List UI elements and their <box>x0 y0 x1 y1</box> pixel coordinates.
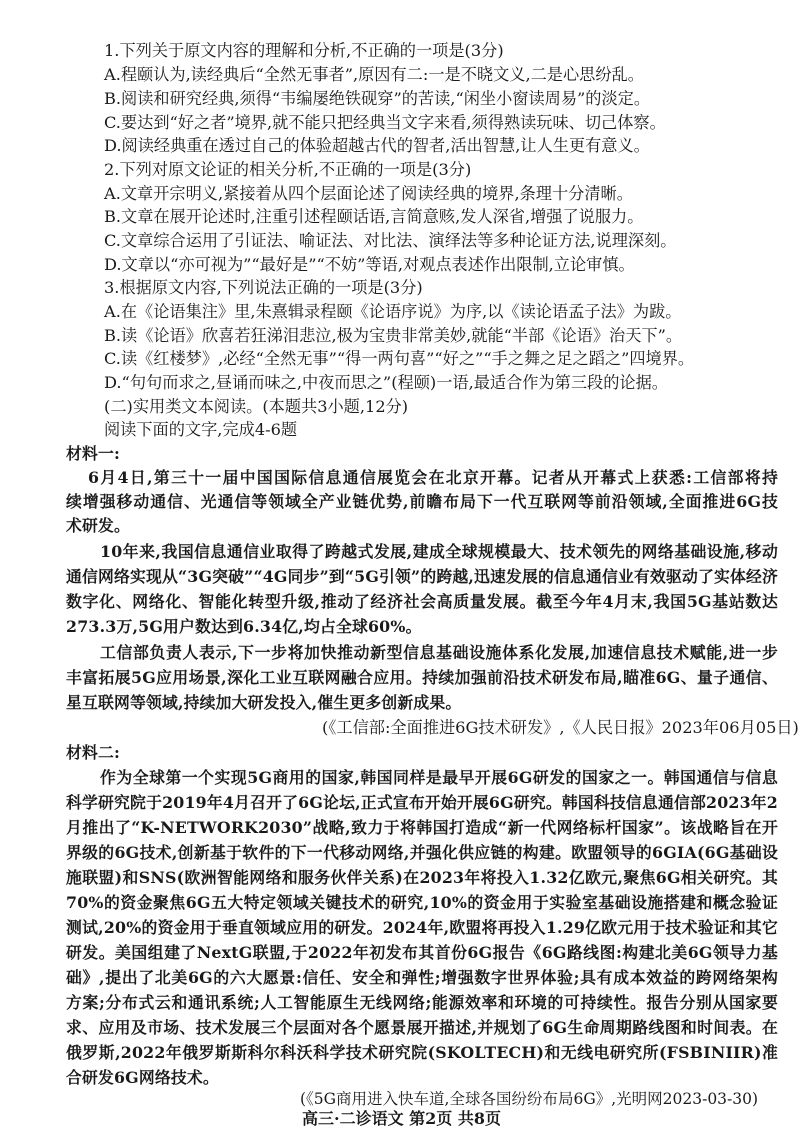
material-2-line: 求、应用及市场、技术发展三个层面对各个愿景展开描述,并规划了6G生命周期路线图和时间表。在 <box>66 1018 778 1037</box>
page-footer: 高三·二诊语文 第2页 共8页 <box>302 1109 501 1128</box>
q1-option-c: C.要达到“好之者”境界,就不能只把经典当文字来看,须得熟读玩味、切己体察。 <box>104 113 666 132</box>
q3-option-c: C.读《红楼梦》,必经“全然无事”“得一两句喜”“好之”“手之舞之足之蹈之”四境界。 <box>104 349 695 368</box>
q1-option-d: D.阅读经典重在透过自己的体验超越古代的智者,活出智慧,让人生更有意义。 <box>104 136 650 155</box>
q1-stem: 1.下列关于原文内容的理解和分析,不正确的一项是(3分) <box>104 41 504 60</box>
material-1-line: 10年来,我国信息通信业取得了跨越式发展,建成全球规模最大、技术领先的网络基础设施,移动 <box>100 542 778 561</box>
material-2-source: (《5G商用进入快车道,全球各国纷纷布局6G》,光明网2023-03-30) <box>300 1090 759 1108</box>
material-2-line: 研发。美国组建了NextG联盟,于2022年初发布其首份6G报告《6G路线图:构建北美6G领导力基 <box>66 943 778 962</box>
material-2-line: 方案;分布式云和通讯系统;人工智能原生无线网络;能源效率和环境的可持续性。报告分别从国家要 <box>66 993 778 1012</box>
q3-stem: 3.根据原文内容,下列说法正确的一项是(3分) <box>104 278 423 297</box>
q2-stem: 2.下列对原文论证的相关分析,不正确的一项是(3分) <box>104 160 472 179</box>
q2-option-d: D.文章以“亦可视为”“最好是”“不妨”等语,对观点表述作出限制,立论审慎。 <box>104 255 635 274</box>
material-1-line: 273.3万,5G用户数达到6.34亿,均占全球60%。 <box>66 617 422 636</box>
material-1-line: 6月4日,第三十一届中国国际信息通信展览会在北京开幕。记者从开幕式上获悉:工信部将持 <box>88 468 778 487</box>
material-1-line: 术研发。 <box>66 516 130 535</box>
material-2-line: 合研发6G网络技术。 <box>66 1068 219 1087</box>
q2-option-b: B.文章在展开论述时,注重引述程颐话语,言简意赅,发人深省,增强了说服力。 <box>104 207 644 226</box>
material-1-source: (《工信部:全面推进6G技术研发》,《人民日报》2023年06月05日) <box>322 718 799 737</box>
material-2-line: 70%的资金聚焦6G五大特定领域关键技术的研究,10%的资金用于实验室基础设施搭建和概念验证 <box>66 893 778 912</box>
section-title: (二)实用类文本阅读。(本题共3小题,12分) <box>104 397 409 416</box>
q3-option-d: D.“句句而求之,昼诵而味之,中夜而思之”(程颐)一语,最适合作为第三段的论据。 <box>104 373 668 392</box>
material-2-line: 月推出了“K-NETWORK2030”战略,致力于将韩国打造成“新一代网络标杆国家”。该战略旨在开 <box>66 818 778 837</box>
material-1-line: 星互联网等领域,持续加大研发投入,催生更多创新成果。 <box>66 693 462 712</box>
section-instruction: 阅读下面的文字,完成4-6题 <box>104 420 298 439</box>
material-1-label: 材料一: <box>66 444 121 463</box>
material-1-line: 数字化、网络化、智能化转型升级,推动了经济社会高质量发展。截至今年4月末,我国5G基站数达 <box>66 592 778 611</box>
material-2-label: 材料二: <box>66 743 121 762</box>
q1-option-a: A.程颐认为,读经典后“全然无事者”,原因有二:一是不晓文义,二是心思纷乱。 <box>104 65 644 84</box>
material-2-line: 科学研究院于2019年4月召开了6G论坛,正式宣布开始开展6G研究。韩国科技信息通信部2023年2 <box>66 793 778 812</box>
material-1-line: 工信部负责人表示,下一步将加快推动新型信息基础设施体系化发展,加速信息技术赋能,进一步 <box>100 643 778 662</box>
material-2-line: 作为全球第一个实现5G商用的国家,韩国同样是最早开展6G研发的国家之一。韩国通信与信息 <box>100 768 778 787</box>
material-2-line: 施联盟)和SNS(欧洲智能网络和服务伙伴关系)在2023年将投入1.32亿欧元,聚焦6G相关研究。其 <box>66 868 778 887</box>
q2-option-a: A.文章开宗明义,紧接着从四个层面论述了阅读经典的境界,条理十分清晰。 <box>104 184 633 203</box>
q3-option-a: A.在《论语集注》里,朱熹辑录程颐《论语序说》为序,以《读论语孟子法》为跋。 <box>104 302 682 321</box>
q2-option-c: C.文章综合运用了引证法、喻证法、对比法、演绎法等多种论证方法,说理深刻。 <box>104 231 677 250</box>
material-2-line: 础》,提出了北美6G的六大愿景:信任、安全和弹性;增强数字世界体验;具有成本效益的跨网络架构 <box>66 968 778 987</box>
material-2-line: 测试,20%的资金用于垂直领域应用的研发。2024年,欧盟将再投入1.29亿欧元用于技术验证和其它 <box>66 918 778 937</box>
q1-option-b: B.阅读和研究经典,须得“韦编屡绝铁砚穿”的苦读,“闲坐小窗读周易”的淡定。 <box>104 89 651 108</box>
material-1-line: 丰富拓展5G应用场景,深化工业互联网融合应用。持续加强前沿技术研发布局,瞄准6G、量子通信、 <box>66 668 778 687</box>
material-1-line: 通信网络实现从“3G突破”“4G同步”到“5G引领”的跨越,迅速发展的信息通信业有效驱动了实体经济 <box>66 567 778 586</box>
q3-option-b: B.读《论语》欣喜若狂涕泪悲泣,极为宝贵非常美妙,就能“半部《论语》治天下”。 <box>104 326 683 345</box>
material-2-line: 界级的6G技术,创新基于软件的下一代移动网络,并强化供应链的构建。欧盟领导的6GIA(6G基础设 <box>66 843 778 862</box>
material-2-line: 俄罗斯,2022年俄罗斯斯科尔科沃科学技术研究院(SKOLTECH)和无线电研究所(FSBINIIR)准 <box>66 1043 778 1062</box>
material-1-line: 续增强移动通信、光通信等领域全产业链优势,前瞻布局下一代互联网等前沿领域,全面推进6G技 <box>66 492 778 511</box>
